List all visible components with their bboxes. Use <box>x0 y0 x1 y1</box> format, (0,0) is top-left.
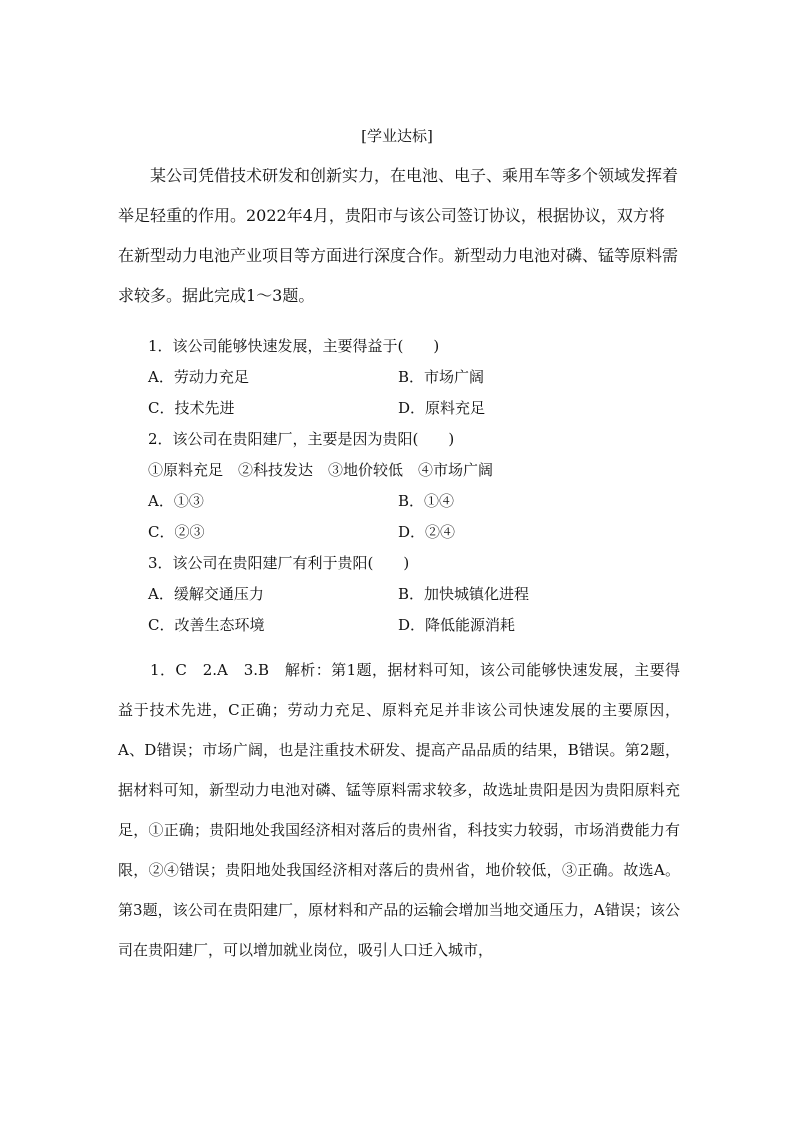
question-3-options-row-1 <box>148 582 668 613</box>
question-2-statements: ①原料充足 ②科技发达 ③地价较低 ④市场广阔 <box>148 461 494 479</box>
intro-text: 某公司凭借技术研发和创新实力，在电池、电子、乘用车等多个领域发挥着举足轻重的作用。2022年4月，贵阳市与该公司签订协议，根据协议，双方将在新型动力电池产业项目等方面进行深度合作。新型动力电池对磷、锰等原料需求较多。据此完成1～3题。 <box>118 166 679 305</box>
answer-text: 1．C 2.A 3.B 解析：第1题，据材料可知，该公司能够快速发展，主要得益于技术先进，C正确；劳动力充足、原料充足并非该公司快速发展的主要原因，A、D错误；市场广阔，也是注重技术研发、提高产品品质的结果，B错误。第2题，据材料可知，新型动力电池对磷、锰等原料需求较多，故选址贵阳是因为贵阳原料充足，①正确；贵阳地处我国经济相对落后的贵州省，科技实力较弱，市场消费能力有限，②④错误；贵阳地处我国经济相对落后的贵州省，地价较低，③正确。故选A。第3题，该公司在贵阳建厂，原材料和产品的运输会增加当地交通压力，A错误；该公司在贵阳建厂，可以增加就业岗位，吸引人口迁入城市， <box>118 661 680 959</box>
question-3-option-a: A．缓解交通压力 <box>148 585 264 603</box>
question-1-options-row-1 <box>148 365 668 396</box>
question-1-option-c: C．技术先进 <box>148 399 235 417</box>
question-1-option-a: A．劳动力充足 <box>148 368 249 386</box>
question-3-option-b: B．加快城镇化进程 <box>398 585 530 603</box>
question-2-options-row-2 <box>148 520 668 551</box>
question-2-option-c: C．②③ <box>148 523 205 541</box>
question-1-option-d: D．原料充足 <box>398 399 486 417</box>
section-title: [学业达标] <box>361 127 433 145</box>
question-list <box>148 334 668 644</box>
question-2-stem: 2．该公司在贵阳建厂，主要是因为贵阳( ) <box>148 430 455 448</box>
question-3-options-row-2 <box>148 613 668 644</box>
question-2-options-row-1 <box>148 489 668 520</box>
question-1-options-row-2 <box>148 396 668 427</box>
question-2-option-b: B．①④ <box>398 492 455 510</box>
intro-paragraph <box>118 156 680 316</box>
question-3-option-c: C．改善生态环境 <box>148 616 265 634</box>
question-3-option-d: D．降低能源消耗 <box>398 616 516 634</box>
answer-explanation <box>118 650 680 970</box>
question-2-option-a: A．①③ <box>148 492 204 510</box>
question-1-stem: 1．该公司能够快速发展，主要得益于( ) <box>148 337 440 355</box>
question-1-option-b: B．市场广阔 <box>398 368 485 386</box>
question-2-option-d: D．②④ <box>398 523 456 541</box>
question-3-stem: 3．该公司在贵阳建厂有利于贵阳( ) <box>148 554 410 572</box>
